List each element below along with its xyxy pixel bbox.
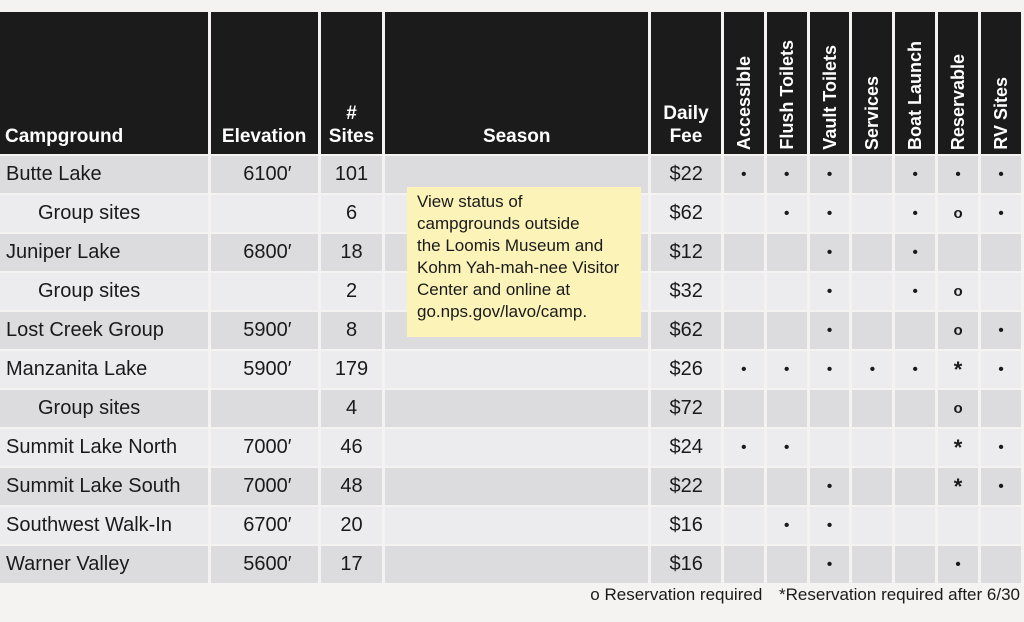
amenity-mark: o — [938, 312, 978, 349]
amenity-mark: • — [981, 429, 1021, 466]
header-sites-line2: Sites — [328, 126, 375, 147]
elevation-cell — [211, 195, 318, 232]
amenity-mark — [810, 390, 850, 427]
amenity-mark — [724, 234, 764, 271]
fee-cell: $22 — [651, 156, 721, 193]
amenity-mark — [852, 234, 892, 271]
amenity-mark — [852, 273, 892, 310]
amenity-mark: • — [724, 156, 764, 193]
fee-cell: $12 — [651, 234, 721, 271]
fee-cell: $22 — [651, 468, 721, 505]
status-note — [407, 187, 641, 337]
header-fee — [651, 12, 721, 154]
fee-cell: $32 — [651, 273, 721, 310]
fee-cell: $16 — [651, 507, 721, 544]
amenity-mark: • — [852, 351, 892, 388]
amenity-mark — [895, 312, 935, 349]
campground-name: Group sites — [0, 195, 208, 232]
amenity-mark: • — [981, 312, 1021, 349]
elevation-cell: 6700′ — [211, 507, 318, 544]
amenity-mark — [852, 195, 892, 232]
amenity-mark — [981, 546, 1021, 583]
amenity-mark: • — [895, 273, 935, 310]
amenity-mark — [724, 273, 764, 310]
amenity-mark: • — [810, 156, 850, 193]
amenity-mark — [810, 429, 850, 466]
amenity-mark: * — [938, 351, 978, 388]
amenity-mark — [981, 273, 1021, 310]
table-row — [0, 351, 1021, 388]
amenity-mark — [767, 312, 807, 349]
amenity-mark — [895, 429, 935, 466]
amenity-mark: • — [895, 195, 935, 232]
amenity-mark — [852, 312, 892, 349]
campground-name: Manzanita Lake — [0, 351, 208, 388]
table-row — [0, 429, 1021, 466]
amenity-mark: • — [724, 429, 764, 466]
amenity-mark: • — [895, 351, 935, 388]
amenity-mark: o — [938, 195, 978, 232]
amenity-mark: • — [938, 156, 978, 193]
amenity-mark — [724, 195, 764, 232]
amenity-mark — [852, 468, 892, 505]
amenity-mark: • — [810, 312, 850, 349]
header-sites — [321, 12, 383, 154]
sites-cell: 4 — [321, 390, 383, 427]
note-line: Center and online at — [417, 280, 571, 299]
elevation-cell: 5900′ — [211, 312, 318, 349]
amenity-mark: • — [810, 468, 850, 505]
campground-name: Butte Lake — [0, 156, 208, 193]
amenity-mark — [724, 468, 764, 505]
amenity-mark: o — [938, 390, 978, 427]
elevation-cell: 7000′ — [211, 429, 318, 466]
amenity-mark: • — [981, 351, 1021, 388]
sites-cell: 18 — [321, 234, 383, 271]
elevation-cell: 5600′ — [211, 546, 318, 583]
table-row — [0, 507, 1021, 544]
amenity-mark — [895, 390, 935, 427]
amenity-mark — [852, 546, 892, 583]
fee-cell: $62 — [651, 195, 721, 232]
sites-cell: 179 — [321, 351, 383, 388]
sites-cell: 6 — [321, 195, 383, 232]
header-fee-line1: Daily — [663, 103, 709, 124]
legend-reservation-after: *Reservation required after 6/30 — [779, 585, 1020, 604]
sites-cell: 20 — [321, 507, 383, 544]
amenity-mark — [938, 507, 978, 544]
amenity-mark — [724, 312, 764, 349]
header-sites-line1: # — [346, 103, 357, 124]
amenity-mark: • — [767, 429, 807, 466]
elevation-cell: 7000′ — [211, 468, 318, 505]
amenity-mark — [767, 234, 807, 271]
elevation-cell — [211, 273, 318, 310]
amenity-mark — [981, 234, 1021, 271]
amenity-mark: • — [810, 273, 850, 310]
campground-name: Juniper Lake — [0, 234, 208, 271]
legend-reservation-required: o Reservation required — [590, 585, 763, 604]
fee-cell: $16 — [651, 546, 721, 583]
note-line: Kohm Yah-mah-nee Visitor — [417, 258, 620, 277]
amenity-mark — [895, 507, 935, 544]
legend — [578, 585, 1020, 605]
header-fee-line2: Fee — [669, 126, 703, 147]
sites-cell: 46 — [321, 429, 383, 466]
amenity-mark — [895, 468, 935, 505]
amenity-mark: • — [895, 156, 935, 193]
header-elevation: Elevation — [211, 12, 318, 154]
season-cell — [385, 468, 648, 505]
header-reservable: Reservable — [938, 12, 978, 154]
amenity-mark — [852, 429, 892, 466]
header-vault-toilets: Vault Toilets — [810, 12, 850, 154]
amenity-mark: • — [767, 507, 807, 544]
fee-cell: $62 — [651, 312, 721, 349]
sites-cell: 17 — [321, 546, 383, 583]
season-cell — [385, 390, 648, 427]
amenity-mark — [724, 390, 764, 427]
fee-cell: $26 — [651, 351, 721, 388]
campground-name: Warner Valley — [0, 546, 208, 583]
elevation-cell: 6800′ — [211, 234, 318, 271]
amenity-mark: o — [938, 273, 978, 310]
amenity-mark: • — [895, 234, 935, 271]
campground-name: Lost Creek Group — [0, 312, 208, 349]
season-cell — [385, 351, 648, 388]
amenity-mark: * — [938, 468, 978, 505]
sites-cell: 8 — [321, 312, 383, 349]
header-season: Season — [385, 12, 648, 154]
amenity-mark — [767, 273, 807, 310]
amenity-mark: • — [981, 156, 1021, 193]
amenity-mark — [895, 546, 935, 583]
season-cell — [385, 507, 648, 544]
amenity-mark — [852, 507, 892, 544]
amenity-mark — [724, 546, 764, 583]
sites-cell: 101 — [321, 156, 383, 193]
note-line: campgrounds outside — [417, 214, 580, 233]
campground-name: Summit Lake South — [0, 468, 208, 505]
campground-name: Southwest Walk-In — [0, 507, 208, 544]
amenity-mark: • — [981, 468, 1021, 505]
fee-cell: $24 — [651, 429, 721, 466]
amenity-mark — [938, 234, 978, 271]
amenity-mark — [767, 468, 807, 505]
note-line: the Loomis Museum and — [417, 236, 604, 255]
sites-cell: 2 — [321, 273, 383, 310]
amenity-mark: • — [938, 546, 978, 583]
table-row — [0, 390, 1021, 427]
table-row — [0, 546, 1021, 583]
amenity-mark — [852, 390, 892, 427]
amenity-mark: • — [810, 507, 850, 544]
header-rv-sites: RV Sites — [981, 12, 1021, 154]
amenity-mark — [767, 546, 807, 583]
amenity-mark: • — [724, 351, 764, 388]
amenity-mark — [981, 507, 1021, 544]
amenity-mark: • — [767, 351, 807, 388]
amenity-mark: • — [767, 156, 807, 193]
header-accessible: Accessible — [724, 12, 764, 154]
sites-cell: 48 — [321, 468, 383, 505]
campground-name: Group sites — [0, 273, 208, 310]
campground-name: Group sites — [0, 390, 208, 427]
amenity-mark — [852, 156, 892, 193]
amenity-mark: * — [938, 429, 978, 466]
note-line: go.nps.gov/lavo/camp. — [417, 302, 588, 321]
amenity-mark: • — [767, 195, 807, 232]
amenity-mark — [981, 390, 1021, 427]
note-line: View status of — [417, 192, 523, 211]
amenity-mark: • — [810, 351, 850, 388]
header-row — [0, 12, 1021, 154]
header-campground: Campground — [0, 12, 208, 154]
header-flush-toilets: Flush Toilets — [767, 12, 807, 154]
header-services: Services — [852, 12, 892, 154]
elevation-cell: 5900′ — [211, 351, 318, 388]
amenity-mark: • — [810, 546, 850, 583]
amenity-mark: • — [981, 195, 1021, 232]
fee-cell: $72 — [651, 390, 721, 427]
campground-name: Summit Lake North — [0, 429, 208, 466]
elevation-cell: 6100′ — [211, 156, 318, 193]
amenity-mark: • — [810, 234, 850, 271]
season-cell — [385, 429, 648, 466]
season-cell — [385, 546, 648, 583]
amenity-mark: • — [810, 195, 850, 232]
amenity-mark — [767, 390, 807, 427]
elevation-cell — [211, 390, 318, 427]
header-boat-launch: Boat Launch — [895, 12, 935, 154]
table-row — [0, 468, 1021, 505]
amenity-mark — [724, 507, 764, 544]
